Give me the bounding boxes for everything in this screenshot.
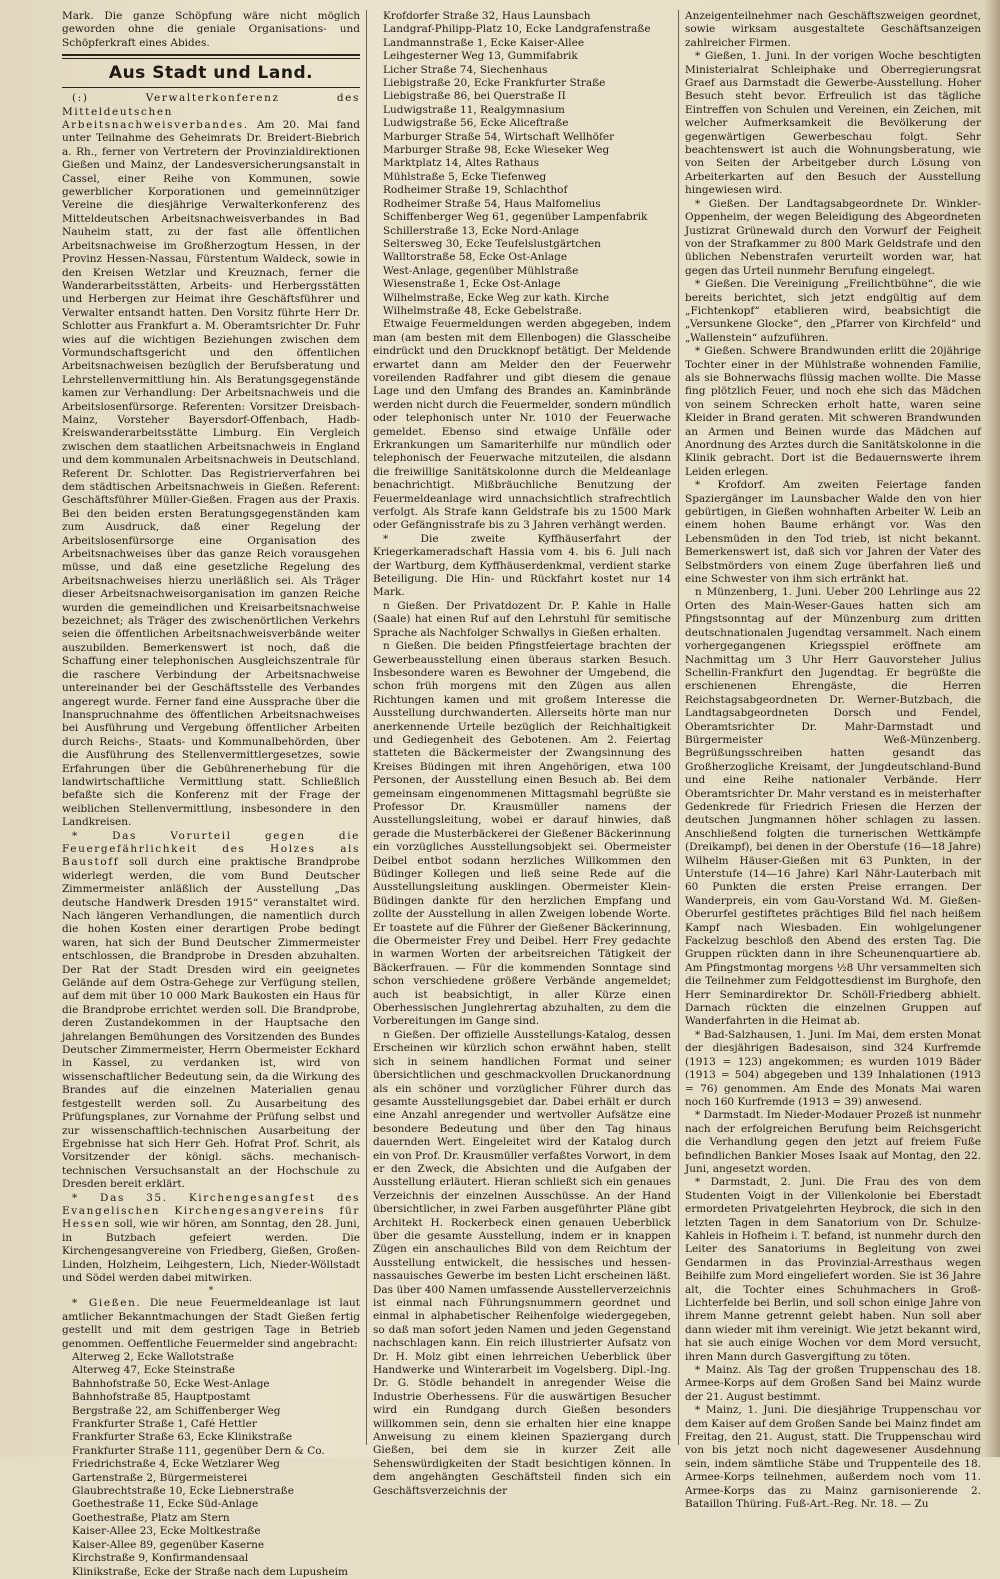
list-item: Alterweg 47, Ecke Steinstraße: [72, 1364, 236, 1377]
article-kirchengesangfest: [62, 1192, 360, 1286]
list-item: Glaubrechtstraße 10, Ecke Liebnerstraße: [72, 1485, 294, 1498]
article-holz-brandprobe: [62, 830, 360, 1192]
list-item: Schiffenberger Weg 61, gegenüber Lampenfabrik: [383, 211, 648, 224]
list-item: Krofdorfer Straße 32, Haus Launsbach: [383, 10, 591, 22]
list-item: Marburger Straße 54, Wirtschaft Wellhöfer: [383, 130, 615, 143]
article-body: Am 20. Mai fand unter Teilnahme des Geheimrats Dr. Breidert-Biebrich a. Rh., ferner von Vertretern der Provinzialdirektionen Gießen und Mainz, der Landesversicherungsanstalt in Cassel, einer Reihe von Kommunen, sowie gewerblicher Korporationen und gemeinnütziger Vereine die diesjährige Verwalterkonferenz des Mitteldeutschen Arbeitsnachweisverbandes in Bad Nauheim statt, zu der fast alle öffentlichen Arbeitsnachweise im Großherzogtum Hessen, in der Provinz Hessen-Nassau, Fürstentum Waldeck, sowie in den Kreisen Wetzlar und Kreuznach, ferner die Wanderarbeitsstätten, Arbeits- und Herbergsstätten und Herbergen zur Heimat ihre Geschäftsführer und Verwalter entsandt hatten. Den Vorsitz führte Herr Dr. Schlotter aus Frankfurt a. M. Oberamtsrichter Dr. Fuhr wies auf die wichtigen Beziehungen zwischen dem Vormundschaftsgericht und den öffentlichen Arbeitsnachweisen bezüglich der Berufsberatung und Lehrstellenvermittlung hin. Als Beratungsgegenstände kamen zur Verhandlung: Der Arbeitsnachweis und die Arbeitslosenfürsorge. Referenten: Vorsitzer Dreisbach-Mainz, Vorsteher Bayersdorf-Offenbach, Hadb-Kreiswanderarbeitsstätte Limburg. Ein Vergleich zwischen dem staatlichen Arbeitsnachweis in England und dem kommunalen Arbeitsnachweis in Deutschland. Referent Dr. Schlotter. Das Registrierverfahren bei dem städtischen Arbeitsnachweis in Gießen. Referent: Geschäftsführer Müller-Gießen. Fragen aus der Praxis. Bei den beiden ersten Beratungsgegenständen kam zum Ausdruck, daß einer Regelung der Arbeitslosenfürsorge eine Organisation des Arbeitsnachweises über das ganze Reich vorausgehen müsse, und daß eine gesetzliche Regelung des Arbeitsnachweises hierzu unerläßlich sei. Als Träger dieser Arbeitsnachweisorganisation im ganzen Reiche wurden die gemeindlichen und Kreisarbeitsnachweise bezeichnet; als Träger des zwischenörtlichen Verkehrs seien die öffentlichen Arbeitsnachweisverbände weiter auszubilden. Bemerkenswert ist noch, daß die Schaffung einer telephonischen Ausgleichszentrale für die raschere Verbindung der Arbeitsnachweise untereinander bei der Geschäftsstelle des Verbandes angeregt wurde. Ferner fand eine Aussprache über die Inanspruchnahme des öffentlichen Arbeitsnachweises bei Ausführung und Vergebung öffentlicher Arbeiten durch Reichs-, Staats- und Kommunalbehörden, über die Ausführung des Stellenvermittlergesetzes, sowie Erfahrungen über die Gebührenerhebung für die landwirtschaftliche Vermittlung statt. Schließlich befaßte sich die Konferenz mit der Frage der weiblichen Stellenvermittlung, insbesondere in den Landkreisen.: [62, 119, 360, 829]
list-item: Schillerstraße 13, Ecke Nord-Anlage: [383, 224, 579, 237]
column-2: [373, 10, 671, 1497]
article-privatdozent: n Gießen. Der Privatdozent Dr. P. Kahle in Halle (Saale) hat einen Ruf auf den Lehrstuhl für semitische Sprache als Nachfolger Schwallys in Gießen erhalten.: [373, 599, 671, 639]
article-ausstellungskatalog: n Gießen. Der offizielle Ausstellungs-Katalog, dessen Erscheinen wir kürzlich schon erwähnt haben, stellt sich in seinem handlichen Format und seiner übersichtlichen und geschmackvollen Druckanordnung als ein schöner und vorzüglicher Führer durch das gesamte Ausstellungsgebiet dar. Dabei erhält er durch eine Anzahl anregender und wertvoller Aufsätze eine besondere Bedeutung und über den Tag hinaus dauernden Wert. Eingeleitet wird der Katalog durch ein von Prof. Dr. Krausmüller verfaßtes Vorwort, in dem er den Zweck, die Absichten und die Aufgaben der Ausstellung erläutert. Hieran schließt sich ein genaues Verzeichnis der einzelnen Ausschüsse. An der Hand übersichtlicher, in zwei Farben ausgeführter Pläne gibt Architekt H. Rockerbeck einen genauen Ueberblick über die gesamte Ausstellung, indem er in knappen Zügen ein anschauliches Bild von dem Reichtum der Ausstellung entwickelt, die hessisches und hessen-nassauisches Gewerbe im besten Licht erscheinen läßt. Das über 400 Namen umfassende Ausstellerverzeichnis ist einmal nach Führungsnummern geordnet und einmal in alphabetischer Reihenfolge wiedergegeben, so daß man sofort jeden Namen und jeden Gegenstand nachschlagen kann. Ein reich illustrierter Aufsatz von Dr. H. Molz gibt einen lehrreichen Ueberblick über Handwerke und Winterarbeit im Vogelsberg. Dipl.-Ing. Dr. G. Stödle behandelt in anregender Weise die Industrie Oberhessens. Für die auswärtigen Besucher wird ein Rundgang durch Gießen besonders willkommen sein, denn sie erhalten hier eine knappe Anweisung zu einem kleinen Spaziergang durch Gießen, bei dem sie in kurzer Zeit alle Sehenswürdigkeiten der Stadt besichtigen können. In dem angehängten Geschäftsteil finden sich ein Geschäftsverzeichnis der: [373, 1028, 671, 1497]
list-item: Liebigstraße 20, Ecke Frankfurter Straße: [383, 77, 606, 90]
list-item: Licher Straße 74, Siechenhaus: [383, 63, 548, 76]
list-item: Goethestraße, Platz am Stern: [72, 1511, 230, 1524]
list-item: Ludwigstraße 56, Ecke Aliceftraße: [383, 117, 569, 130]
list-item: Leihgesterner Weg 13, Gummifabrik: [383, 50, 578, 63]
list-item: Alterweg 2, Ecke Wallotstraße: [72, 1351, 234, 1363]
article-brandwunden: * Gießen. Schwere Brandwunden erlitt die 20jährige Tochter einer in der Mühlstraße wohnenden Familie, als sie Bohnerwachs flüssig machen wollte. Die Masse fing plötzlich Feuer, und noch ehe sich das Mädchen von seinem Schrecken erholt hatte, waren seine Kleider in Brand geraten. Mit schweren Brandwunden an Armen und Beinen wurde das Mädchen auf Anordnung des Arztes durch die Sanitätskolonne in die Klinik gebracht. Dort ist die Bedauernswerte ihrem Leiden erlegen.: [685, 345, 981, 478]
article-darmstadt-mord: * Darmstadt, 2. Juni. Die Frau des von dem Studenten Voigt in der Villenkolonie bei Eberstadt ermordeten Privatgelehrten Heybrock, die sich in den letzten Tagen in dem Sanatorium von Dr. Schulze-Kahleis in Hofheim i. T. befand, ist nunmehr durch den Leiter des Sanatoriums in Begleitung von zwei Gendarmen in das Provinzial-Arresthaus wegen Beihilfe zum Mord eingeliefert worden. Sie ist 36 Jahre alt, die Tochter eines Schuhmachers in Groß-Lichterfelde bei Berlin, und soll schon einige Jahre von ihrem Manne getrennt gelebt haben. Nun soll aber dann wieder mit ihm vereinigt. Wie jetzt bekannt wird, hat sie auch einige Wochen vor dem Mord versucht, ihren Mann durch Gasvergiftung zu töten.: [685, 1176, 981, 1363]
section-rule-top: [62, 54, 360, 59]
article-darmstadt-prozess: * Darmstadt. Im Nieder-Modauer Prozeß ist nunmehr nach der erfolgreichen Berufung beim Reichsgericht die Verhandlung gegen den jetzt auf freiem Fuße befindlichen Bankier Moses Isaak auf Montag, den 22. Juni, angesetzt worden.: [685, 1109, 981, 1175]
article-lead: (:) Verwalterkonferenz des Mitteldeutschen Arbeitsnachweisverbandes.: [62, 92, 360, 132]
list-item: Klinikstraße, Ecke der Straße nach dem Lupusheim: [72, 1565, 348, 1578]
list-item: Gartenstraße 2, Bürgermeisterei: [72, 1471, 248, 1484]
article-kyffhaeuserfahrt: * Die zweite Kyffhäuserfahrt der Kriegerkameradschaft Hassia vom 4. bis 6. Juli nach der Wartburg, dem Kyffhäuserdenkmal, verdient starke Beteiligung. Die Hin- und Rückfahrt kostet nur 14 Mark.: [373, 532, 671, 599]
column-divider: [678, 10, 679, 1445]
list-item: Frankfurter Straße 63, Ecke Klinikstraße: [72, 1431, 293, 1444]
column-3: [685, 10, 981, 1511]
article-bad-salzhausen: * Bad-Salzhausen, 1. Juni. Im Mai, dem ersten Monat der diesjährigen Badesaison, sind 324 Kurfremde (1913 = 123) angekommen; es wurden 1019 Bäder (1913 = 504) abgegeben und 139 Inhalationen (1913 = 76) genommen. Am Ende des Monats Mai waren noch 160 Kurfremde (1913 = 39) anwesend.: [685, 1028, 981, 1108]
article-mainz-kaiser: * Mainz, 1. Juni. Die diesjährige Truppenschau vor dem Kaiser auf dem Großen Sande bei Mainz findet am Freitag, den 21. August, statt. Die Truppenschau wird von bis jetzt noch nicht dagewesener Ausdehnung sein, indem sämtliche Stäbe und Truppenteile des 18. Armee-Korps teilnehmen, außerdem noch vom 11. Armee-Korps das zu Mainz garnisonierende 2. Bataillon Thüring. Fuß-Art.-Reg. Nr. 18. — Zu: [685, 1404, 981, 1511]
list-item: Frankfurter Straße 111, gegenüber Dern & Co.: [72, 1444, 325, 1457]
section-title: Aus Stadt und Land.: [108, 63, 314, 84]
article-body: soll durch eine praktische Brandprobe widerlegt werden, die vom Bund Deutscher Zimmermeister anläßlich der Ausstellung „Das deutsche Handwerk Dresden 1915“ veranstaltet wird. Nach längeren Verhandlungen, die namentlich durch die hohen Kosten einer derartigen Probe bedingt waren, hat sich der Bund Deutscher Zimmermeister entschlossen, die Brandprobe in Dresden abzuhalten. Der Rat der Stadt Dresden wird ein geeignetes Gelände auf dem Ostra-Gehege zur Verfügung stellen, auf dem mit über 10 000 Mark Baukosten ein Haus für die Brandprobe errichtet werden soll. Die Brandprobe, deren Zustandekommen in der Hauptsache den jahrelangen Bemühungen des Vorsitzenden des Bundes Deutscher Zimmermeister, Herrn Obermeister Eckhard in Kassel, zu verdanken ist, wird von wissenschaftlicher Bedeutung sein, da die Wirkung des Brandes auf die einzelnen Materialien genau festgestellt werden soll. Zu Ausarbeitung des Prüfungsplanes, zur Vornahme der Prüfung selbst und zur wissenschaftlich-technischen Ausarbeitung der Ergebnisse hat sich Herr Geh. Hofrat Prof. Schrit, als Vorsitzender der königl. sächs. mechanisch-technischen Versuchsanstalt an der Hochschule zu Dresden bereit erklärt.: [62, 856, 360, 1191]
article-landtagsabgeordneter: * Gießen. Der Landtagsabgeordnete Dr. Winkler-Oppenheim, der wegen Beleidigung des Abgeordneten Justizrat Grünewald durch den Vorwurf der Feigheit von der Strafkammer zu 800 Mark Geldstrafe und den üblichen Nebenstrafen verurteilt worden war, hat gegen das Urteil nunmehr Berufung eingelegt.: [685, 197, 981, 277]
list-item: Kirchstraße 9, Konfirmandensaal: [72, 1552, 249, 1565]
article-katalog-continued: Anzeigenteilnehmer nach Geschäftszweigen geordnet, sowie wirksam ausgestaltete Geschäftsanzeigen zahlreicher Firmen.: [685, 10, 981, 49]
list-item: Frankfurter Straße 1, Café Hettler: [72, 1418, 257, 1431]
article-gewerbeausstellung: n Gießen. Die beiden Pfingstfeiertage brachten der Gewerbeausstellung einen überaus starken Besuch. Insbesondere waren es Bewohner der Umgebend, die schon früh morgens mit den Zügen aus allen Richtungen kamen und mit großem Interesse die Ausstellung durchwanderten. Allerseits hörte man nur anerkennende Urteile bezüglich der Reichhaltigkeit und Gediegenheit des Gebotenen. Am 2. Feiertag statteten die Bäckermeister der Zwangsinnung des Kreises Büdingen mit ihren Angehörigen, etwa 100 Personen, der Ausstellung einen Besuch ab. Bei dem gemeinsam eingenommenen Mittagsmahl begrüßte sie Professor Dr. Krausmüller namens der Ausstellungsleitung, wobei er darauf hinwies, daß gerade die Musterbäckerei der Gießener Bäckerinnung ein vorzügliches Ausstellungsobjekt sei. Obermeister Deibel entbot sodann herzliches Willkommen den Büdinger Kollegen und ließ seine Rede auf die Ausstellungsleitung ausklingen. Obermeister Klein-Büdingen dankte für den herzlichen Empfang und zollte der Ausstellung in allen Zweigen lobende Worte. Er toastete auf die Führer der Gießener Bäckerinnung, die Obermeister Frey und Deibel. Herr Frey gedachte in warmen Worten der arbeitsreichen Tätigkeit der Bäckerfrauen. — Für die kommenden Sonntage sind schon verschiedene größere Verbände angemeldet; auch ist beabsichtigt, in aller Kürze einen Oberhessischen Junglehrertag abzuhalten, zu dem die Vorbereitungen im Gange sind.: [373, 640, 671, 1028]
article-mainz-truppenschau: * Mainz. Als Tag der großen Truppenschau des 18. Armee-Korps auf dem Großen Sand bei Mainz wurde der 21. August bestimmt.: [685, 1364, 981, 1403]
intro-text: Mark. Die ganze Schöpfung wäre nicht möglich geworden ohne die geniale Organisations- und Schöpferkraft eines Abides.: [62, 10, 360, 49]
list-item: Friedrichstraße 4, Ecke Wetzlarer Weg: [72, 1458, 280, 1471]
list-item: West-Anlage, gegenüber Mühlstraße: [383, 264, 579, 277]
article-lead: * Gießen.: [72, 1297, 142, 1310]
column-1: [62, 10, 360, 1578]
list-item: Bergstraße 22, am Schiffenberger Weg: [72, 1404, 281, 1417]
article-giessen-besuch: * Gießen, 1. Juni. In der vorigen Woche beschtigten Ministerialrat Schleiphake und Oberregierungsrat Graef aus Darmstadt die Gewerbe-Ausstellung. Hoher Besuch steht bevor. Erfreulich ist das tägliche Eintreffen von Schulen und Vereinen, ein Zeichen, mit welcher Aufmerksamkeit die Bevölkerung der gegenwärtigen Gewerbeschau folgt. Sehr beachtenswert ist auch die Wohnungsberatung, wie von Seiten der Arbeitgeber durch Lösung von Arbeiterkarten auf den Besuch der Ausstellung hingewiesen wird.: [685, 50, 981, 197]
list-item: Wilhelmstraße 48, Ecke Gebelstraße.: [383, 304, 582, 317]
list-item: Bahnhofstraße 85, Hauptpostamt: [72, 1391, 251, 1404]
list-item: Liebigstraße 86, bei Querstraße II: [383, 90, 566, 103]
list-item: Kaiser-Allee 89, gegenüber Kaserne: [72, 1538, 265, 1551]
column-divider: [366, 10, 367, 1445]
list-item: Kaiser-Allee 23, Ecke Moltkestraße: [72, 1525, 261, 1538]
list-item: Rodheimer Straße 19, Schlachthof: [383, 184, 568, 197]
article-krofdorf: * Krofdorf. Am zweiten Feiertage fanden Spaziergänger im Launsbacher Walde den von hier gebürtigen, in Gießen wohnhaften Arbeiter W. Leib an einem hohen Baume erhängt vor. Was den Lebensmüden in den Tod trieb, ist nicht bekannt. Bemerkenswert ist, daß sich vor Jahren der Vater des Selbstmörders von einem Zuge überfahren ließ und eine Schwester von ihm sich ertränkt hat.: [685, 479, 981, 586]
feuermelder-list: [62, 1351, 360, 1579]
separator-asterisk: *: [208, 1286, 214, 1297]
list-item: Seltersweg 30, Ecke Teufelslustgärtchen: [383, 237, 601, 250]
article-lead: * Das 35. Kirchengesangfest des Evangelischen Kirchengesangvereins für Hessen: [62, 1191, 360, 1231]
list-item: Landmannstraße 1, Ecke Kaiser-Allee: [383, 36, 585, 49]
list-item: Marktplatz 14, Altes Rathaus: [383, 157, 539, 170]
feuermelder-list-continued: [373, 10, 671, 318]
article-verwalterkonferenz: [62, 92, 360, 829]
article-freilichtbuehne: * Gießen. Die Vereinigung „Freilichtbühne“, die wie bereits berichtet, sich jetzt endgültig auf dem „Fichtenkopf“ etablieren wird, beabsichtigt die „Versunkene Glocke“, den „Pfarrer von Kirchfeld“ und „Wallenstein“ aufzuführen.: [685, 278, 981, 344]
article-feuermelder: [62, 1297, 360, 1351]
list-item: Mühlstraße 5, Ecke Tiefenweg: [383, 170, 547, 183]
article-feuermeldungen: Etwaige Feuermeldungen werden abgegeben, indem man (am besten mit dem Ellenbogen) die Glasscheibe eindrückt und den Druckknopf betätigt. Der Meldende erwartet dann am Melder den der Feuerwehr voreilenden Radfahrer und gibt diesem die genaue Lage und den Umfang des Brandes an. Kaminbrände werden nicht durch die Feuermelder, sondern mündlich oder telephonisch unter Nr. 1010 der Feuerwache gemeldet. Ebenso sind etwaige Unfälle oder Erkrankungen um Samariterhilfe nur mündlich oder telephonisch der Feuerwache mitzuteilen, die alsdann die freiwillige Sanitätskolonne durch die Meldeanlage benachrichtigt. Mißbräuchliche Benutzung der Feuermeldeanlage wird unnachsichtlich strafrechtlich verfolgt. Als Strafe kann Geldstrafe bis zu 1500 Mark oder Gefängnisstrafe bis zu 3 Jahren verhängt werden.: [373, 318, 671, 532]
list-item: Bahnhofstraße 50, Ecke West-Anlage: [72, 1377, 270, 1390]
list-item: Rodheimer Straße 54, Haus Malfomelius: [383, 197, 601, 210]
section-rule-bottom: [62, 87, 360, 88]
list-item: Walltorstraße 58, Ecke Ost-Anlage: [383, 251, 568, 264]
list-item: Landgraf-Philipp-Platz 10, Ecke Landgrafenstraße: [383, 23, 651, 36]
article-body: Die neue Feuermeldeanlage ist laut amtlicher Bekanntmachungen der Stadt Gießen fertig gestellt und mit dem gestrigen Tage in Betrieb genommen. Oeffentliche Feuermelder sind angebracht:: [62, 1297, 360, 1350]
list-item: Ludwigstraße 11, Realgymnasium: [383, 103, 565, 116]
page-edge-shadow: [984, 0, 1000, 1457]
article-muenzenberg: n Münzenberg, 1. Juni. Ueber 200 Lehrlinge aus 22 Orten des Main-Weser-Gaues hatten sich am Pfingstsonntag auf der Münzenburg zum dritten deutschnationalen Jugendtag versammelt. Nach einem vorhergegangenen Kriegsspiel eröffnete am Nachmittag um 3 Uhr Herr Gauvorsteher Julius Schellin-Frankfurt den Jugendtag. Er begrüßte die erschienenen Ehrengäste, die Herren Reichstagsabgeordneten Dr. Werner-Butzbach, die Landtagsabgeordneten Dorsch und Fendel, Oberamtsrichter Dr. Mahr-Darmstadt und Bürgermeister Weß-Münzenberg. Begrüßungsschreiben hatten gesandt das Großherzogliche Kreisamt, der Jungdeutschland-Bund und eine Reihe nationaler Verbände. Herr Oberamtsrichter Dr. Mahr verstand es in meisterhafter Gedenkrede für Friedrich Friesen die Herzen der deutschen Jungmannen höher schlagen zu lassen. Anschließend folgten die turnerischen Wettkämpfe (Dreikampf), bei denen in der Oberstufe (16—18 Jahre) Wilhelm Häuser-Gießen mit 63 Punkten, in der Unterstufe (14—16 Jahre) Karl Nähr-Lauterbach mit 60 Punkten die ersten Preise errangen. Der Wanderpreis, ein vom Gau-Vorstand Wd. M. Gießen-Oberurfel gestiftetes prächtiges Bild fiel nach heißem Kampf nach Wiesbaden. Ein wohlgelungener Fackelzug beschloß den Abend des ersten Tag. Die Gruppen rückten dann in ihre Scheunenquartiere ab. Am Pfingstmontag morgens ½8 Uhr versammelten sich die Teilnehmer zum Feldgottesdienst im Burghofe, den Herr Seminardirektor Dr. Schöll-Friedberg abhielt. Darnach rückten die einzelnen Gruppen auf Wanderfahrten in die Heimat ab.: [685, 586, 981, 1028]
article-lead: * Das Vorurteil gegen die Feuergefährlichkeit des Holzes als Baustoff: [62, 829, 360, 869]
list-item: Wiesenstraße 1, Ecke Ost-Anlage: [383, 278, 561, 291]
article-body: soll, wie wir hören, am Sonntag, den 28. Juni, in Butzbach gefeiert werden. Die Kirchengesangvereine von Friedberg, Gießen, Großen-Linden, Holzheim, Leihgestern, Lich, Nieder-Wöllstadt und Södel werden dabei mitwirken.: [62, 1218, 360, 1284]
list-item: Goethestraße 11, Ecke Süd-Anlage: [72, 1498, 259, 1511]
list-item: Marburger Straße 98, Ecke Wieseker Weg: [383, 144, 610, 157]
list-item: Wilhelmstraße, Ecke Weg zur kath. Kirche: [383, 291, 610, 304]
